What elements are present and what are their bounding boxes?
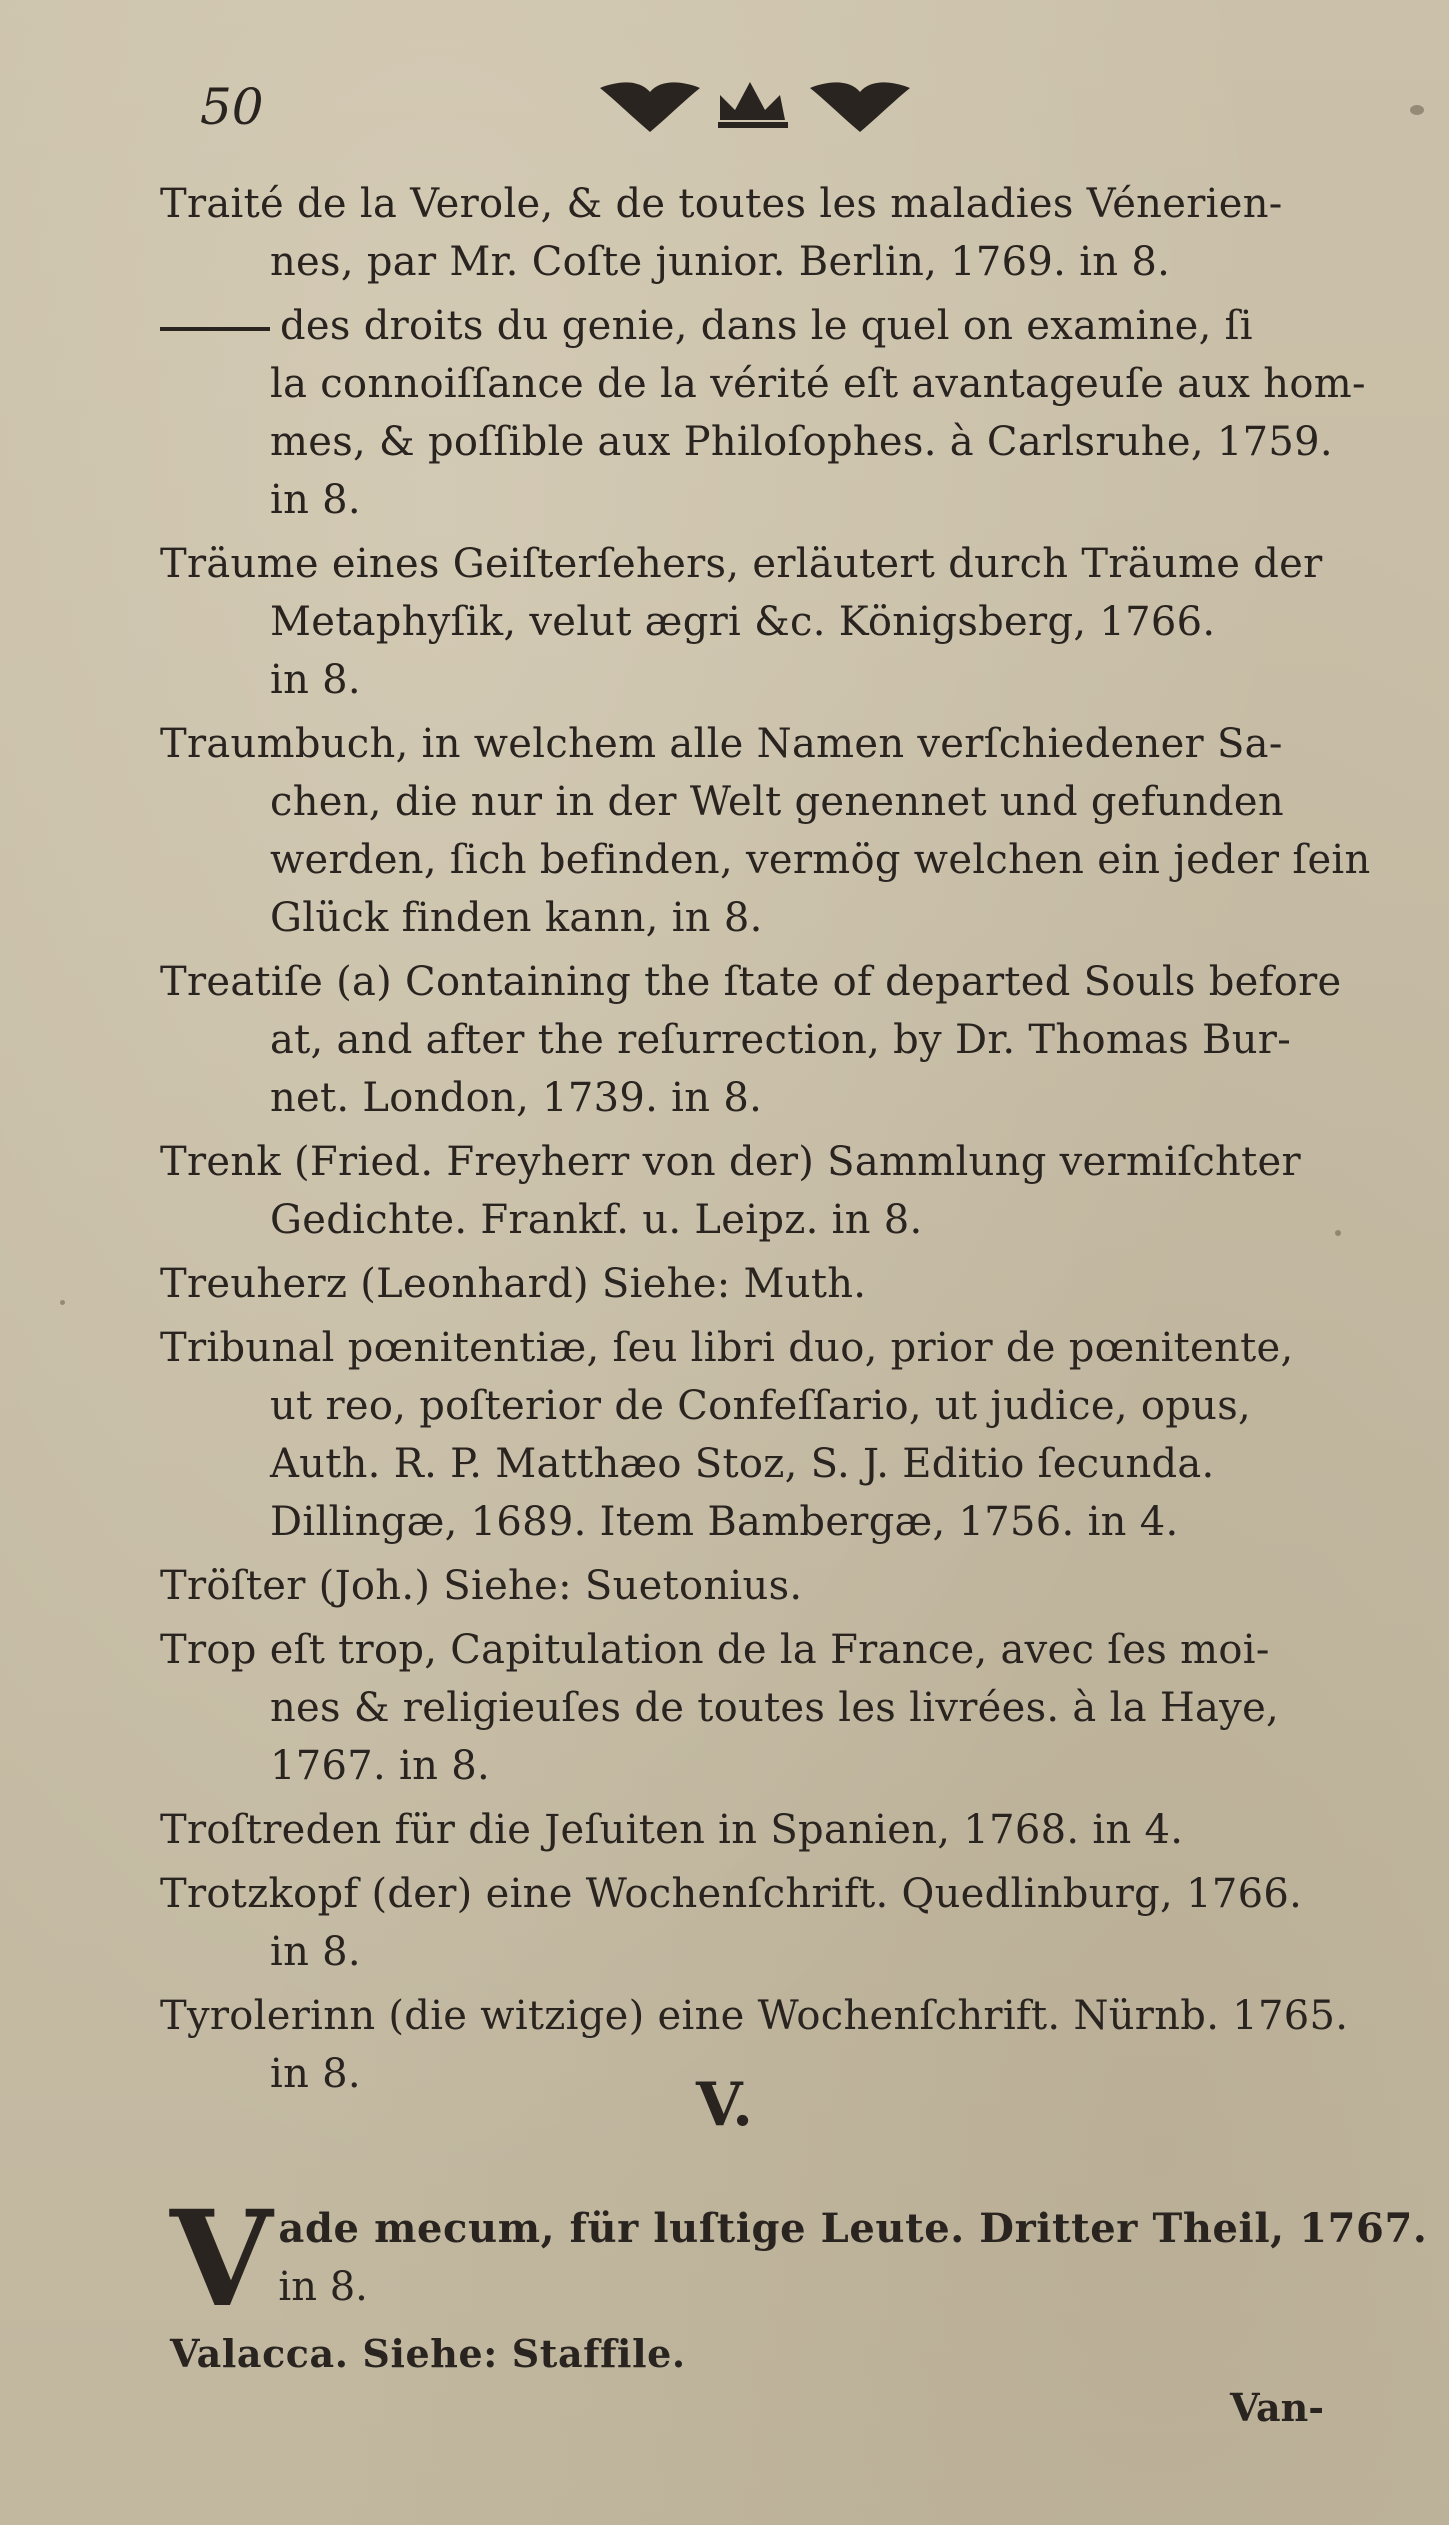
entry-text: chen, die nur in der Welt genennet und gefunden	[270, 779, 1284, 825]
catalog-entry	[160, 1133, 1390, 1249]
catalog-entry	[160, 297, 1390, 529]
entry-continuation-line	[160, 1679, 1390, 1737]
entry-text: Metaphyſik, velut ægri &c. Königsberg, 1766.	[270, 599, 1216, 645]
ditto-dash	[160, 327, 270, 331]
entry-first-line	[160, 1133, 1390, 1191]
entry-text: Treuherz (Leonhard) Siehe: Muth.	[160, 1261, 867, 1307]
catchword: Van-	[1230, 2385, 1325, 2430]
entry-first-line	[160, 1801, 1390, 1859]
entry-text: Trop eſt trop, Capitulation de la France, avec ſes moi-	[160, 1627, 1270, 1673]
entry-text: Glück finden kann, in 8.	[270, 895, 763, 941]
entry-continuation-line	[160, 1191, 1390, 1249]
entry-text: Tribunal pœnitentiæ, ſeu libri duo, prior de pœnitente,	[160, 1325, 1294, 1371]
entry-first-line	[160, 1987, 1390, 2045]
entry-text: in 8.	[270, 1929, 361, 1975]
entry-text: Auth. R. P. Matthæo Stoz, S. J. Editio ſecunda.	[270, 1441, 1215, 1487]
catalog-entry	[160, 1801, 1390, 1859]
catalog-entry	[160, 1621, 1390, 1795]
entry-continuation-line	[160, 1435, 1390, 1493]
entry-continuation-line	[160, 413, 1390, 471]
entry-text: in 8.	[270, 2051, 361, 2097]
entry-text: in 8.	[270, 477, 361, 523]
paper-speck	[1410, 105, 1424, 115]
entry-text: Trenk (Fried. Freyherr von der) Sammlung vermiſchter	[160, 1139, 1301, 1185]
entry-first-line	[160, 1255, 1390, 1313]
entry-text: nes & religieuſes de toutes les livrées. à la Haye,	[270, 1685, 1280, 1731]
ornament-fleuron-crown-icon	[590, 70, 920, 140]
entry-text: des droits du genie, dans le quel on examine, ſi	[280, 303, 1253, 349]
catalog-entry	[160, 535, 1390, 709]
entry-first-line	[160, 175, 1390, 233]
entry-continuation-line	[160, 1493, 1390, 1551]
entry-continuation-line	[160, 233, 1390, 291]
entry-continuation-line	[160, 773, 1390, 831]
catalog-entry	[160, 953, 1390, 1127]
entry-continuation-line	[160, 1011, 1390, 1069]
entry-text: ut reo, poſterior de Confeſſario, ut judice, opus,	[270, 1383, 1252, 1429]
entry-continuation-line	[160, 651, 1390, 709]
entry-text: werden, ſich befinden, vermög welchen ein jeder ſein	[270, 837, 1371, 883]
entry-text: nes, par Mr. Coſte junior. Berlin, 1769. in 8.	[270, 239, 1171, 285]
entry-text: la connoiſſance de la vérité eſt avantageuſe aux hom-	[270, 361, 1366, 407]
entry-continuation-line	[160, 471, 1390, 529]
entry-continuation-line	[160, 1923, 1390, 1981]
entry-text: Tyrolerinn (die witzige) eine Wochenſchrift. Nürnb. 1765.	[160, 1993, 1349, 2039]
entry-first-line	[160, 1319, 1390, 1377]
entry-first-line	[160, 535, 1390, 593]
v-entry-line-2: in 8.	[278, 2264, 368, 2310]
catalog-entry	[160, 715, 1390, 947]
entry-text: 1767. in 8.	[270, 1743, 490, 1789]
entry-first-line	[160, 715, 1390, 773]
entry-first-line	[160, 1865, 1390, 1923]
entry-continuation-line	[160, 593, 1390, 651]
catalog-entry	[160, 175, 1390, 291]
entry-text: Troſtreden für die Jeſuiten in Spanien, 1768. in 4.	[160, 1807, 1184, 1853]
entry-text: Tröſter (Joh.) Siehe: Suetonius.	[160, 1563, 803, 1609]
valacca-entry: Valacca. Siehe: Staffile.	[170, 2331, 686, 2376]
entries-list	[160, 175, 1390, 2109]
entry-text: Treatiſe (a) Containing the ſtate of departed Souls before	[160, 959, 1342, 1005]
page-number: 50	[200, 78, 264, 136]
entry-text: at, and after the reſurrection, by Dr. Thomas Bur-	[270, 1017, 1292, 1063]
entry-text: Träume eines Geiſterſehers, erläutert durch Träume der	[160, 541, 1323, 587]
entry-text: Traumbuch, in welchem alle Namen verſchiedener Sa-	[160, 721, 1283, 767]
entry-text: net. London, 1739. in 8.	[270, 1075, 763, 1121]
drop-cap: V	[170, 2182, 273, 2337]
catalog-entry	[160, 1255, 1390, 1313]
catalog-entry	[160, 1319, 1390, 1551]
section-letter: V.	[696, 2070, 753, 2140]
entry-text: Dillingæ, 1689. Item Bambergæ, 1756. in 4.	[270, 1499, 1179, 1545]
entry-first-line	[160, 1621, 1390, 1679]
v-entry	[160, 2182, 1428, 2337]
entry-continuation-line	[160, 1377, 1390, 1435]
entry-text: Gedichte. Frankf. u. Leipz. in 8.	[270, 1197, 923, 1243]
entry-continuation-line	[160, 889, 1390, 947]
catalog-entry	[160, 1557, 1390, 1615]
entry-continuation-line	[160, 1737, 1390, 1795]
entry-continuation-line	[160, 831, 1390, 889]
entry-text: mes, & poſſible aux Philoſophes. à Carlsruhe, 1759.	[270, 419, 1333, 465]
entry-first-line	[160, 953, 1390, 1011]
entry-continuation-line	[160, 1069, 1390, 1127]
entry-continuation-line	[160, 355, 1390, 413]
v-entry-line-1: ade mecum, für luſtige Leute. Dritter Theil, 1767.	[278, 2205, 1428, 2252]
entry-text: Traité de la Verole, & de toutes les maladies Vénerien-	[160, 181, 1283, 227]
paper-speck	[1335, 1230, 1341, 1236]
entry-first-line	[160, 297, 1390, 355]
entry-text: Trotzkopf (der) eine Wochenſchrift. Quedlinburg, 1766.	[160, 1871, 1303, 1917]
entry-text: in 8.	[270, 657, 361, 703]
catalog-entry	[160, 1865, 1390, 1981]
entry-first-line	[160, 1557, 1390, 1615]
paper-speck	[60, 1300, 65, 1305]
